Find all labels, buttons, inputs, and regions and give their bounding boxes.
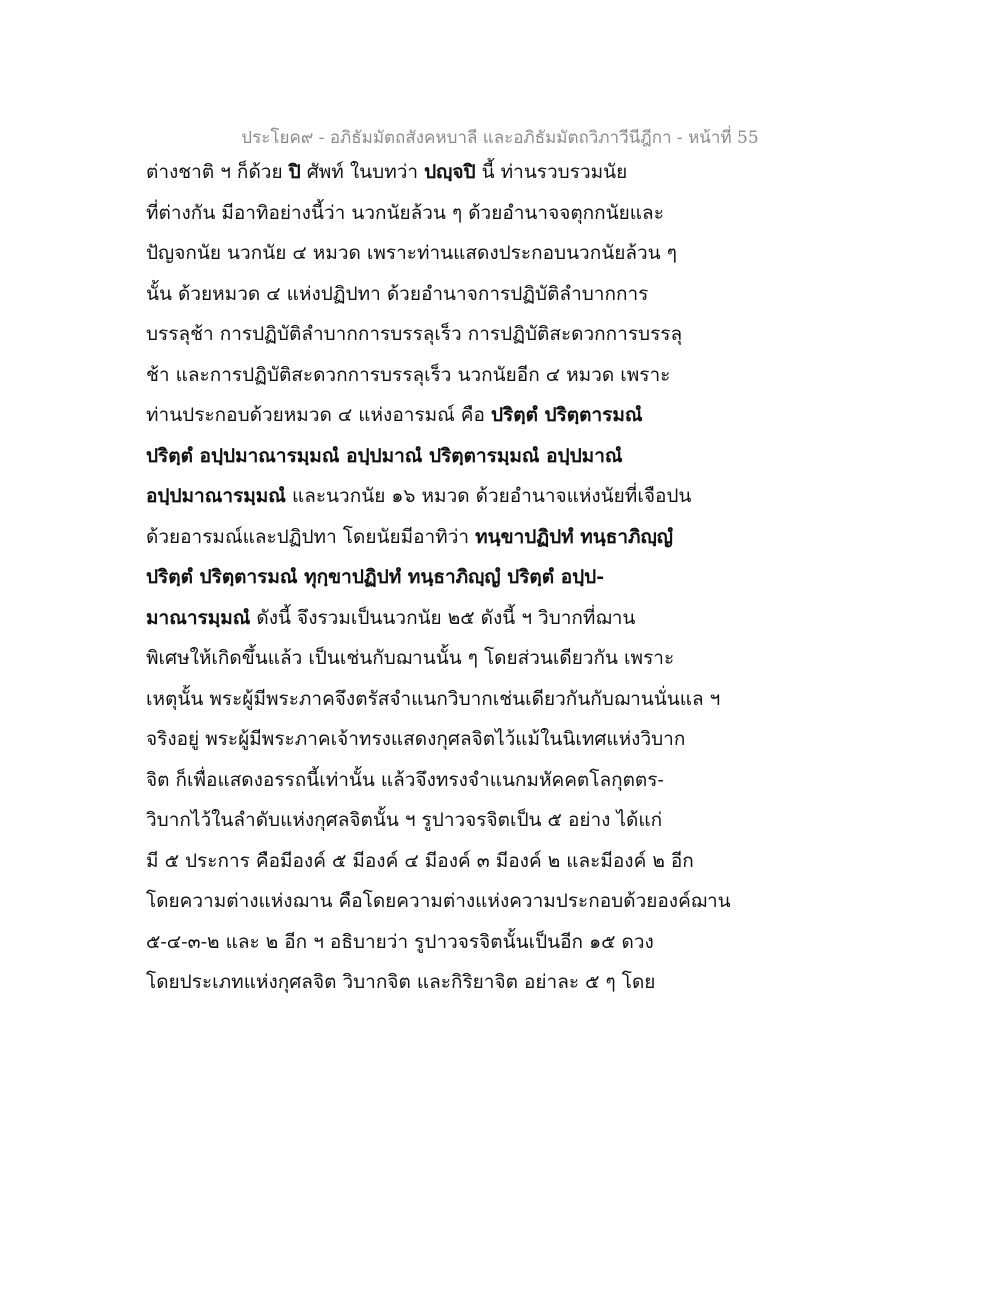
text-segment: นั้น ด้วยหมวด ๔ แห่งปฏิปทา ด้วยอำนาจการปฏิบัติลำบากการ	[146, 282, 649, 305]
text-segment: ช้า และการปฏิบัติสะดวกการบรรลุเร็ว นวกนัยอีก ๔ หมวด เพราะ	[146, 363, 671, 386]
text-segment: บรรลุช้า การปฏิบัติลำบากการบรรลุเร็ว การปฏิบัติสะดวกการบรรลุ	[146, 323, 683, 345]
text-line	[146, 719, 786, 760]
bold-pali-term: ปิ	[288, 161, 301, 183]
text-segment: โดยประเภทแห่งกุศลจิต วิบากจิต และกิริยาจิต อย่าละ ๕ ๆ โดย	[146, 971, 656, 993]
text-segment: นี้ ท่านรวบรวมนัย	[475, 161, 628, 183]
text-line	[146, 314, 786, 355]
text-line	[146, 598, 786, 639]
text-line	[146, 233, 786, 274]
text-segment: ๕-๔-๓-๒ และ ๒ อีก ฯ อธิบายว่า รูปาวจรจิตนั้นเป็นอีก ๑๕ ดวง	[146, 930, 654, 953]
bold-pali-term: มาณารมฺมณํ	[146, 606, 251, 629]
text-line	[146, 193, 786, 234]
text-segment: ดังนี้ จึงรวมเป็นนวกนัย ๒๕ ดังนี้ ฯ วิบากที่ฌาน	[250, 606, 636, 629]
text-segment: ศัพท์ ในบทว่า	[300, 161, 425, 183]
text-line	[146, 355, 786, 396]
text-segment: จริงอยู่ พระผู้มีพระภาคเจ้าทรงแสดงกุศลจิตไว้แม้ในนิเทศแห่งวิบาก	[146, 728, 686, 750]
text-segment: ปัญจกนัย นวกนัย ๔ หมวด เพราะท่านแสดงประกอบนวกนัยล้วน ๆ	[146, 242, 677, 264]
text-segment: ด้วยอารมณ์และปฏิปทา โดยนัยมีอาทิว่า	[146, 525, 476, 548]
bold-pali-term: ทนฺขาปฏิปทํ ทนฺธาภิญฺญํ	[475, 525, 673, 548]
running-header: ประโยค๙ - อภิธัมมัตถสังคหบาลี และอภิธัมมัตถวิภาวีนีฎีกา - หน้าที่ 55	[241, 128, 759, 148]
text-segment: เหตุนั้น พระผู้มีพระภาคจึงตรัสจำแนกวิบากเช่นเดียวกันกับฌานนั่นแล ฯ	[146, 687, 721, 710]
text-line	[146, 800, 786, 841]
text-segment: ท่านประกอบด้วยหมวด ๔ แห่งอารมณ์ คือ	[146, 404, 491, 426]
bold-pali-term: ปญฺจปิ	[424, 161, 476, 183]
text-line	[146, 760, 786, 801]
text-segment: พิเศษให้เกิดขึ้นแล้ว เป็นเช่นกับฌานนั้น ๆ โดยส่วนเดียวกัน เพราะ	[146, 647, 675, 669]
body-text	[146, 152, 786, 1003]
text-line	[146, 152, 786, 193]
text-line	[146, 517, 786, 558]
text-line	[146, 922, 786, 963]
text-line	[146, 395, 786, 436]
text-line	[146, 881, 786, 922]
text-segment: ที่ต่างกัน มีอาทิอย่างนี้ว่า นวกนัยล้วน ๆ ด้วยอำนาจจตุกกนัยและ	[146, 201, 664, 224]
text-line	[146, 679, 786, 720]
text-line	[146, 274, 786, 315]
text-line	[146, 638, 786, 679]
bold-pali-term: อปฺปมาณารมฺมณํ	[146, 485, 286, 507]
text-line	[146, 841, 786, 882]
bold-pali-term: ปริตฺตํ อปฺปมาณารมฺมณํ อปฺปมาณํ ปริตฺตารมฺมณํ อปฺปมาณํ	[146, 444, 623, 467]
text-segment: ต่างชาติ ฯ ก็ด้วย	[146, 161, 289, 183]
text-line	[146, 476, 786, 517]
text-segment: จิต ก็เพื่อแสดงอรรถนี้เท่านั้น แล้วจึงทรงจำแนกมหัคคตโลกุตตร-	[146, 768, 664, 791]
text-segment: มี ๕ ประการ คือมีองค์ ๕ มีองค์ ๔ มีองค์ ๓ มีองค์ ๒ และมีองค์ ๒ อีก	[146, 849, 694, 872]
text-line	[146, 557, 786, 598]
bold-pali-term: ปริตฺตํ ปริตฺตารมณํ	[490, 404, 643, 426]
text-segment: และนวกนัย ๑๖ หมวด ด้วยอำนาจแห่งนัยที่เจือปน	[285, 485, 692, 507]
text-line	[146, 962, 786, 1003]
text-segment: โดยความต่างแห่งฌาน คือโดยความต่างแห่งความประกอบด้วยองค์ฌาน	[146, 890, 731, 912]
text-segment: วิบากไว้ในลำดับแห่งกุศลจิตนั้น ฯ รูปาวจรจิตเป็น ๕ อย่าง ได้แก่	[146, 809, 663, 831]
text-line	[146, 436, 786, 477]
bold-pali-term: ปริตฺตํ ปริตฺตารมณํ ทุกฺขาปฏิปทํ ทนฺธาภิญฺญํ ปริตฺตํ อปฺป-	[146, 566, 605, 588]
